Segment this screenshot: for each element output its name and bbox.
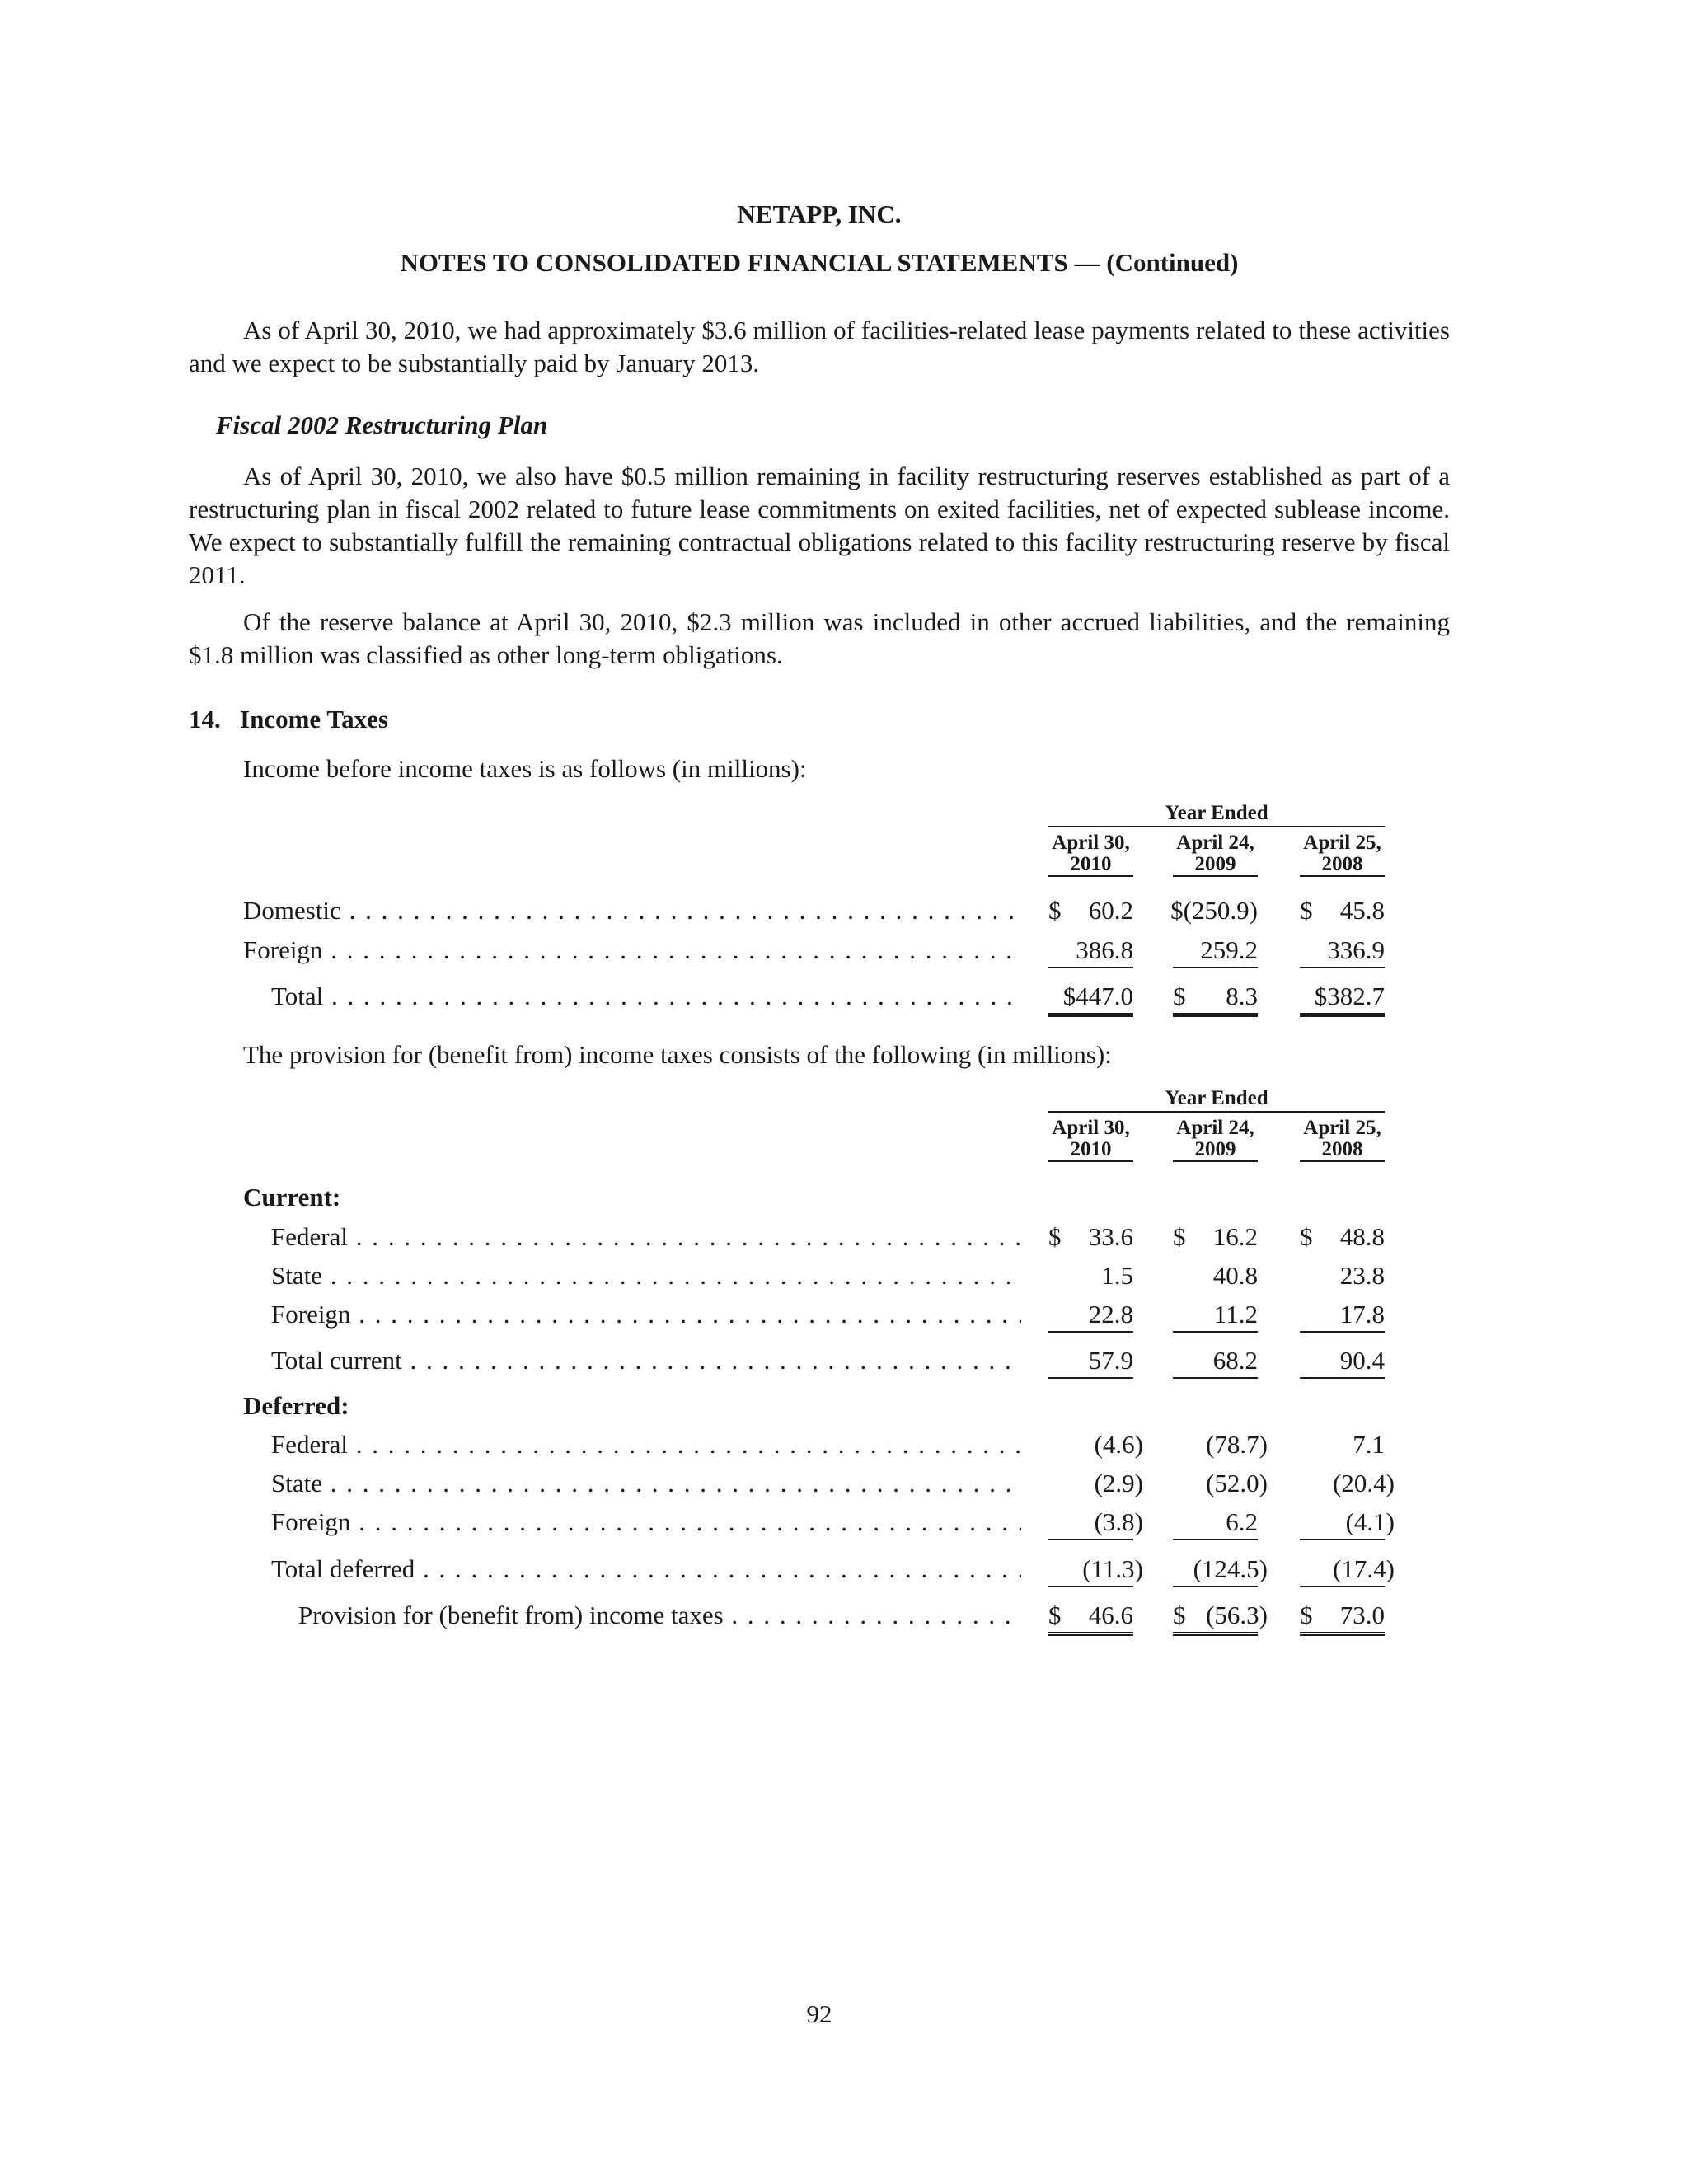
- year-ended-label: Year Ended: [1048, 1086, 1385, 1113]
- table-row: Foreign . . . 386.8 259.2 336.9: [189, 935, 1450, 968]
- current-label: Current:: [243, 1183, 341, 1212]
- year-ended-label: Year Ended: [1048, 801, 1385, 827]
- table-row: State . . . 1.5 40.8 23.8: [189, 1261, 1450, 1294]
- page-number: 92: [806, 1999, 832, 2028]
- col-header-2009: April 24, 2009: [1173, 1118, 1258, 1162]
- col-header-2008: April 25, 2008: [1300, 832, 1385, 877]
- table-row: Total deferred . . . (11.3) (124.5) (17.4): [189, 1554, 1450, 1587]
- table-row: Total . . . $447.0 $ 8.3 $382.7: [189, 982, 1450, 1015]
- restructuring-paragraph: As of April 30, 2010, we also have $0.5 million remaining in facility restructuring reserves established as part of a restructuring plan in fiscal 2002 related to future lease commitments on exited facilities, net of expected sublease income. We expect to substantially fulfill the remaining contractual obligations related to this facility restructuring reserve by fiscal 2011.: [189, 462, 1450, 589]
- lease-paragraph: As of April 30, 2010, we had approximately $3.6 million of facilities-related lease payments related to these activities and we expect to be substantially paid by January 2013.: [189, 316, 1450, 377]
- deferred-label: Deferred:: [243, 1391, 349, 1420]
- provision-intro: The provision for (benefit from) income taxes consists of the following (in millions):: [243, 1040, 1112, 1069]
- table-row: Total current . . . 57.9 68.2 90.4: [189, 1346, 1450, 1379]
- table-row: Domestic . . . $ 60.2 $(250.9) $ 45.8: [189, 896, 1450, 929]
- table-row: Federal . . . $ 33.6 $ 16.2 $ 48.8: [189, 1222, 1450, 1255]
- fiscal-2002-heading: Fiscal 2002 Restructuring Plan: [216, 410, 548, 439]
- table-row: State . . . (2.9) (52.0) (20.4): [189, 1469, 1450, 1502]
- table-row: Provision for (benefit from) income taxes . . . $ 46.6 $ (56.3) $ 73.0: [189, 1601, 1450, 1633]
- income-before-taxes-intro: Income before income taxes is as follows (in millions):: [243, 754, 807, 783]
- col-header-2009: April 24, 2009: [1173, 832, 1258, 877]
- table-row: Federal . . . (4.6) (78.7) 7.1: [189, 1430, 1450, 1463]
- reserve-paragraph: Of the reserve balance at April 30, 2010, $2.3 million was included in other accrued liabilities, and the remaining $1.8 million was classified as other long-term obligations.: [189, 607, 1450, 669]
- company-name: NETAPP, INC.: [737, 199, 902, 228]
- table-row: Foreign . . . (3.8) 6.2 (4.1): [189, 1507, 1450, 1540]
- table-row: Foreign . . . 22.8 11.2 17.8: [189, 1300, 1450, 1333]
- notes-title: NOTES TO CONSOLIDATED FINANCIAL STATEMENTS — (Continued): [400, 248, 1239, 277]
- income-taxes-heading: 14. Income Taxes: [189, 705, 388, 733]
- col-header-2008: April 25, 2008: [1300, 1118, 1385, 1162]
- col-header-2010: April 30, 2010: [1048, 1118, 1133, 1162]
- col-header-2010: April 30, 2010: [1048, 832, 1133, 877]
